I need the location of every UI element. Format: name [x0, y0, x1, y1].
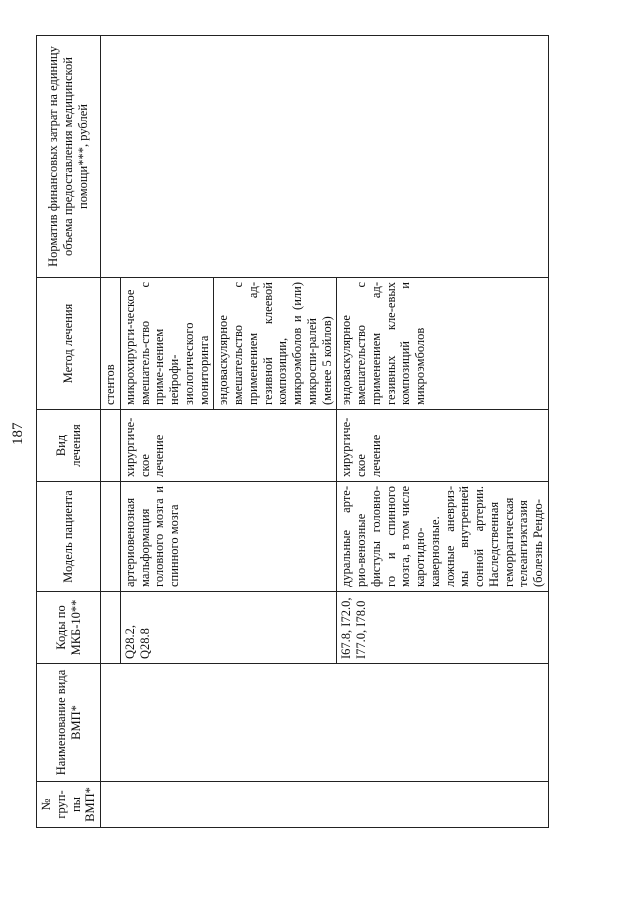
codes-cell [101, 592, 121, 664]
model-cell [101, 482, 121, 592]
header-type: Вид лечения [37, 410, 101, 482]
header-name: Наименование вида ВМП* [37, 664, 101, 782]
method-cell: эндоваскулярное вмешательство с применением ад-гезивных кле-евых композиций и микроэмболов [337, 278, 549, 410]
table-row [101, 36, 121, 828]
type-cell: хирургиче-ское лечение [337, 410, 549, 482]
model-cell: артериовенозная мальформация головного мозга и спинного мозга [120, 482, 337, 592]
name-cell [101, 664, 549, 782]
header-norm: Норматив финансовых затрат на единицу объема предоставления медицинской помощи***, рублей [37, 36, 101, 278]
model-cell: дуральные арте-рио-венозные фистулы головно-го и спинного мозга, в том числе каротидно-кавернозные. ложные аневриз-мы внутренней сонной артерии. Наследственная геморрагическая телеангиэктазия (болезнь Рендю- [337, 482, 549, 592]
method-item: микрохирурги-ческое вмешатель-ство с приме-нением нейрофи-зиологического мониторинга [121, 278, 215, 409]
norm-cell [101, 36, 549, 278]
group-cell [101, 782, 549, 828]
header-codes: Коды по МКБ-10** [37, 592, 101, 664]
type-cell: хирургиче-ское лечение [120, 410, 337, 482]
vmp-table [36, 35, 549, 828]
method-cell: стентов [101, 278, 121, 410]
header-group: № груп-пы ВМП* [37, 782, 101, 828]
codes-cell: Q28.2, Q28.8 [120, 592, 337, 664]
codes-cell: I67.8, I72.0, I77.0, I78.0 [337, 592, 549, 664]
table-header-row [37, 36, 101, 828]
method-item: эндоваскулярное вмешательство с применением ад-гезивной клеевой композиции, микроэмболов и (или) микроспи-ралей (менее 5 койлов) [216, 282, 334, 405]
rotated-table-wrapper [10, 36, 556, 828]
header-method: Метод лечения [37, 278, 101, 410]
header-model: Модель пациента [37, 482, 101, 592]
type-cell [101, 410, 121, 482]
page-number: 187 [10, 422, 26, 445]
method-cell [120, 278, 337, 410]
